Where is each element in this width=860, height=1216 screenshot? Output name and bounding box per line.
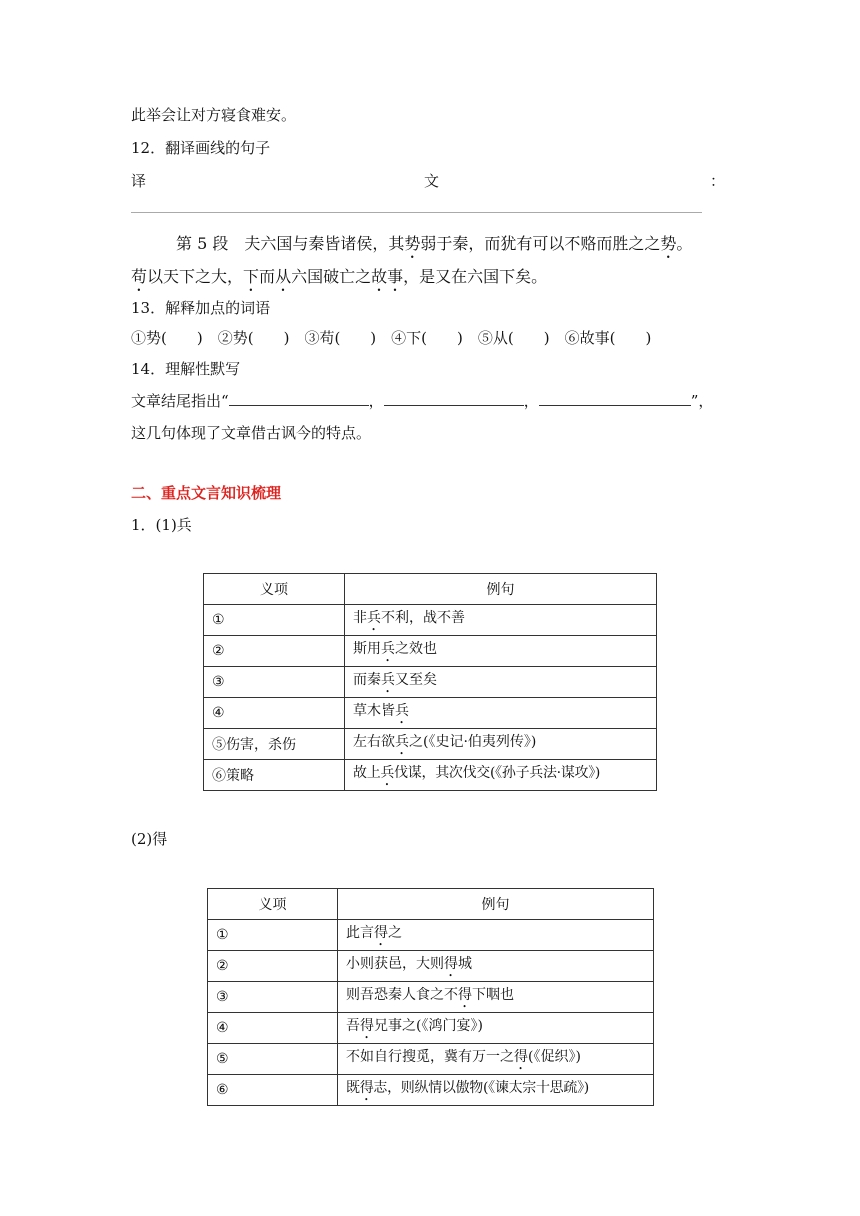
table-row <box>208 982 654 1013</box>
q13-item: ⑥故事( ) <box>564 329 652 347</box>
dotted-word: 下 <box>243 267 260 286</box>
dotted-word: 得 <box>360 1017 374 1034</box>
q13-item: ①势( ) <box>131 329 203 347</box>
sense-cell: ① <box>204 605 345 636</box>
para5-label: 第 5 段 <box>176 234 229 253</box>
q13-item: ⑤从( ) <box>477 329 550 347</box>
table-row <box>208 951 654 982</box>
sense-cell: ⑥策略 <box>204 760 345 791</box>
q14-title: 14．理解性默写 <box>131 360 241 378</box>
dotted-word: 得 <box>374 924 388 941</box>
dotted-word: 得 <box>359 1079 374 1096</box>
q12-wen: 文 <box>424 172 440 190</box>
dotted-word: 得 <box>444 955 458 972</box>
header-sense: 义项 <box>204 574 345 605</box>
table-de <box>207 888 654 1106</box>
example-cell: 此言得之 <box>338 920 654 951</box>
sense-cell: ④ <box>208 1013 338 1044</box>
q12-title: 12．翻译画线的句子 <box>131 139 271 157</box>
dotted-word: 兵 <box>367 609 381 626</box>
table-row <box>204 698 657 729</box>
fill-blank[interactable] <box>229 391 369 406</box>
dotted-word: 得 <box>514 1048 528 1065</box>
sense-cell: ① <box>208 920 338 951</box>
sense-cell: ④ <box>204 698 345 729</box>
sense-cell: ③ <box>204 667 345 698</box>
sense-cell: ③ <box>208 982 338 1013</box>
sense-cell: ⑥ <box>208 1075 338 1106</box>
header-example: 例句 <box>345 574 657 605</box>
table-row <box>208 920 654 951</box>
q14-line1: 文章结尾指出“ ， ， ”， <box>131 392 714 410</box>
example-cell: 则吾恐秦人食之不得下咽也 <box>338 982 654 1013</box>
dotted-word: 故事 <box>371 267 404 286</box>
top-line: 此举会让对方寝食难安。 <box>131 106 297 124</box>
dotted-word: 苟 <box>131 267 148 286</box>
example-cell: 而秦兵又至矣 <box>345 667 657 698</box>
q12-colon: ： <box>710 172 726 190</box>
q12-yi: 译 <box>131 172 147 190</box>
para5-line2: 苟以天下之大，下而从六国破亡之故事，是又在六国下矣。 <box>131 267 548 286</box>
dotted-word: 兵 <box>381 671 395 688</box>
sub-heading-bing: 1．(1)兵 <box>131 516 192 534</box>
example-cell: 小则获邑，大则得城 <box>338 951 654 982</box>
table-row <box>204 605 657 636</box>
table-row <box>208 1044 654 1075</box>
table-header-row <box>208 889 654 920</box>
answer-line <box>131 212 702 213</box>
example-cell: 既得志，则纵情以傲物(《谏太宗十思疏》) <box>338 1075 654 1106</box>
sense-cell: ② <box>208 951 338 982</box>
dotted-word: 势 <box>404 234 421 253</box>
table-row <box>204 667 657 698</box>
example-cell: 左右欲兵之(《史记·伯夷列传》) <box>345 729 657 760</box>
q13-title: 13．解释加点的词语 <box>131 299 271 317</box>
example-cell: 吾得兄事之(《鸿门宴》) <box>338 1013 654 1044</box>
dotted-word: 兵 <box>380 764 395 781</box>
fill-blank[interactable] <box>539 391 691 406</box>
example-cell: 故上兵伐谋，其次伐交(《孙子兵法·谋攻》) <box>345 760 657 791</box>
q13-items <box>131 327 651 348</box>
dotted-word: 从 <box>275 267 292 286</box>
q13-item: ②势( ) <box>217 329 290 347</box>
example-cell: 非兵不利，战不善 <box>345 605 657 636</box>
sense-cell: ⑤伤害，杀伤 <box>204 729 345 760</box>
table-row <box>204 760 657 791</box>
table-header-row <box>204 574 657 605</box>
example-cell: 斯用兵之效也 <box>345 636 657 667</box>
example-cell: 草木皆兵 <box>345 698 657 729</box>
header-example: 例句 <box>338 889 654 920</box>
q13-item: ③苟( ) <box>304 329 377 347</box>
dotted-word: 兵 <box>395 702 409 719</box>
sense-cell: ② <box>204 636 345 667</box>
dotted-word: 势 <box>660 234 677 253</box>
table-row <box>208 1075 654 1106</box>
q14-line2: 这几句体现了文章借古讽今的特点。 <box>131 424 372 442</box>
section-heading: 二、重点文言知识梳理 <box>131 484 282 502</box>
dotted-word: 兵 <box>381 640 395 657</box>
dotted-word: 得 <box>458 986 472 1003</box>
example-cell: 不如自行搜觅，冀有万一之得(《促织》) <box>338 1044 654 1075</box>
sense-cell: ⑤ <box>208 1044 338 1075</box>
header-sense: 义项 <box>208 889 338 920</box>
table-bing <box>203 573 657 791</box>
q13-item: ④下( ) <box>391 329 463 347</box>
dotted-word: 兵 <box>395 733 409 750</box>
fill-blank[interactable] <box>384 391 524 406</box>
table-row <box>204 729 657 760</box>
table-row <box>204 636 657 667</box>
para5-line1: 第 5 段 夫六国与秦皆诸侯，其势弱于秦，而犹有可以不赂而胜之之势。 <box>176 234 693 253</box>
table-row <box>208 1013 654 1044</box>
sub-heading-de: (2)得 <box>131 830 168 848</box>
